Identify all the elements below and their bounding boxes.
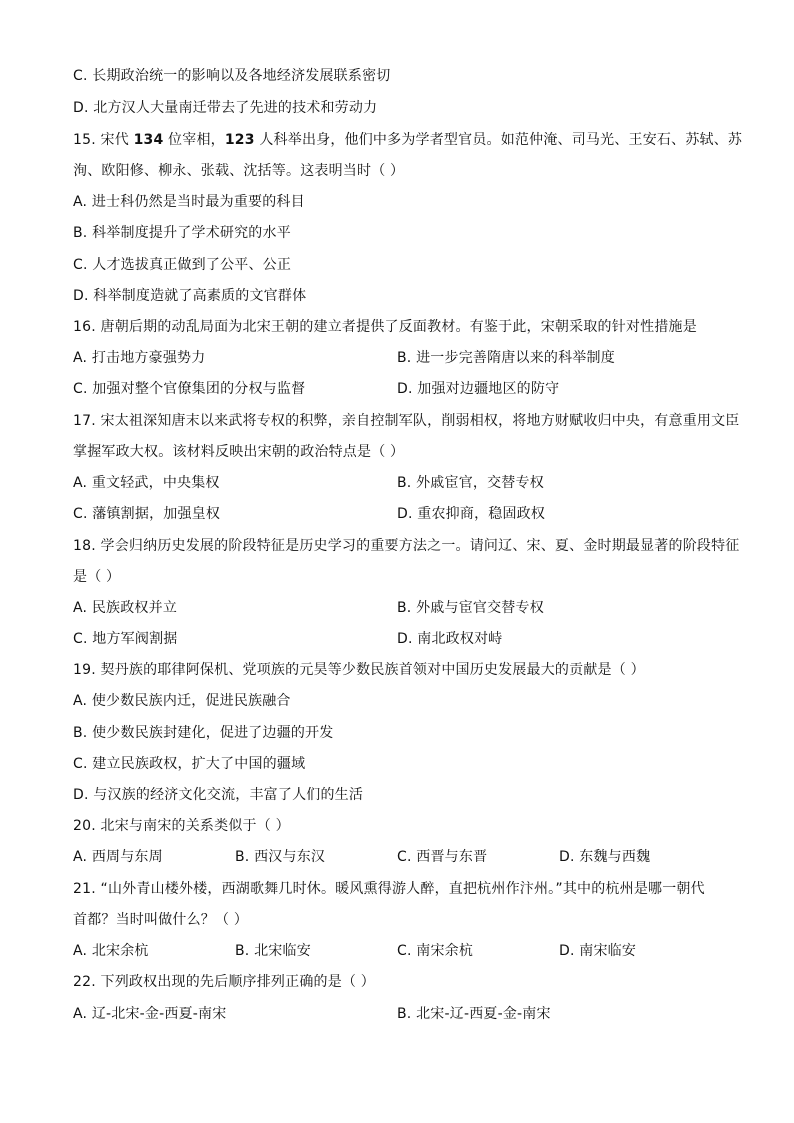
q15-option-d: D. 科举制度造就了高素质的文官群体 — [73, 288, 307, 304]
q18-stem-line-2: 是（ ） — [73, 569, 121, 585]
q15-stem-text: 人科举出身，他们中多为学者型官员。如范仲淹、司马光、王安石、苏轼、苏 — [254, 132, 743, 148]
q17-option-c: C. 藩镇割据，加强皇权 — [73, 506, 221, 522]
q18-option-d: D. 南北政权对峙 — [397, 631, 503, 647]
q16-option-d: D. 加强对边疆地区的防守 — [397, 381, 560, 397]
q17-option-b: B. 外戚宦官，交替专权 — [397, 475, 544, 491]
q22-option-b: B. 北宋-辽-西夏-金-南宋 — [397, 1006, 551, 1022]
q18-stem-line-1: 18. 学会归纳历史发展的阶段特征是历史学习的重要方法之一。请问辽、宋、夏、金时期最显著的阶段特征 — [73, 538, 740, 554]
q15-option-a: A. 进士科仍然是当时最为重要的科目 — [73, 194, 305, 210]
q15-count-chancellors: 134 — [133, 132, 164, 148]
q19-option-b: B. 使少数民族封建化，促进了边疆的开发 — [73, 725, 334, 741]
q18-option-a: A. 民族政权并立 — [73, 600, 178, 616]
q15-stem-text: 15. 宋代 — [73, 132, 134, 148]
q16-option-c: C. 加强对整个官僚集团的分权与监督 — [73, 381, 306, 397]
q21-stem-line-2: 首都？当时叫做什么？（ ） — [73, 912, 249, 928]
q16-stem: 16. 唐朝后期的动乱局面为北宋王朝的建立者提供了反面教材。有鉴于此，宋朝采取的针对性措施是 — [73, 319, 697, 335]
q20-option-d: D. 东魏与西魏 — [559, 849, 651, 865]
q21-stem-line-1: 21. “山外青山楼外楼，西湖歌舞几时休。暖风熏得游人醉，直把杭州作汴州。”其中的杭州是哪一朝代 — [73, 881, 705, 897]
q15-option-c: C. 人才选拔真正做到了公平、公正 — [73, 257, 292, 273]
q17-stem-line-2: 掌握军政大权。该材料反映出宋朝的政治特点是（ ） — [73, 444, 405, 460]
q15-count-exam: 123 — [224, 132, 255, 148]
q17-stem-line-1: 17. 宋太祖深知唐末以来武将专权的积弊，亲自控制军队，削弱相权，将地方财赋收归中央，有意重用文臣 — [73, 413, 740, 429]
q21-option-b: B. 北宋临安 — [235, 943, 311, 959]
q21-option-d: D. 南宋临安 — [559, 943, 637, 959]
q20-option-a: A. 西周与东周 — [73, 849, 163, 865]
q21-option-c: C. 南宋余杭 — [397, 943, 474, 959]
q15-stem-line-2: 洵、欧阳修、柳永、张载、沈括等。这表明当时（ ） — [73, 163, 405, 179]
q17-option-d: D. 重农抑商，稳固政权 — [397, 506, 546, 522]
q19-stem: 19. 契丹族的耶律阿保机、党项族的元昊等少数民族首领对中国历史发展最大的贡献是（ ） — [73, 662, 645, 678]
q19-option-a: A. 使少数民族内迁，促进民族融合 — [73, 693, 291, 709]
q22-stem: 22. 下列政权出现的先后顺序排列正确的是（ ） — [73, 974, 375, 990]
q15-option-b: B. 科举制度提升了学术研究的水平 — [73, 225, 291, 241]
q16-option-b: B. 进一步完善隋唐以来的科举制度 — [397, 350, 615, 366]
q20-stem: 20. 北宋与南宋的关系类似于（ ） — [73, 818, 290, 834]
q15-stem-line-1 — [73, 131, 742, 149]
q19-option-c: C. 建立民族政权，扩大了中国的疆域 — [73, 756, 306, 772]
q18-option-b: B. 外戚与宦官交替专权 — [397, 600, 544, 616]
q22-option-a: A. 辽-北宋-金-西夏-南宋 — [73, 1006, 227, 1022]
q19-option-d: D. 与汉族的经济文化交流，丰富了人们的生活 — [73, 787, 364, 803]
q16-option-a: A. 打击地方豪强势力 — [73, 350, 206, 366]
q20-option-c: C. 西晋与东晋 — [397, 849, 488, 865]
q17-option-a: A. 重文轻武，中央集权 — [73, 475, 220, 491]
q20-option-b: B. 西汉与东汉 — [235, 849, 326, 865]
q14-option-c: C. 长期政治统一的影响以及各地经济发展联系密切 — [73, 68, 391, 84]
q18-option-c: C. 地方军阀割据 — [73, 631, 178, 647]
q14-option-d: D. 北方汉人大量南迁带去了先进的技术和劳动力 — [73, 100, 378, 116]
q21-option-a: A. 北宋余杭 — [73, 943, 149, 959]
q15-stem-text: 位宰相， — [163, 132, 225, 148]
